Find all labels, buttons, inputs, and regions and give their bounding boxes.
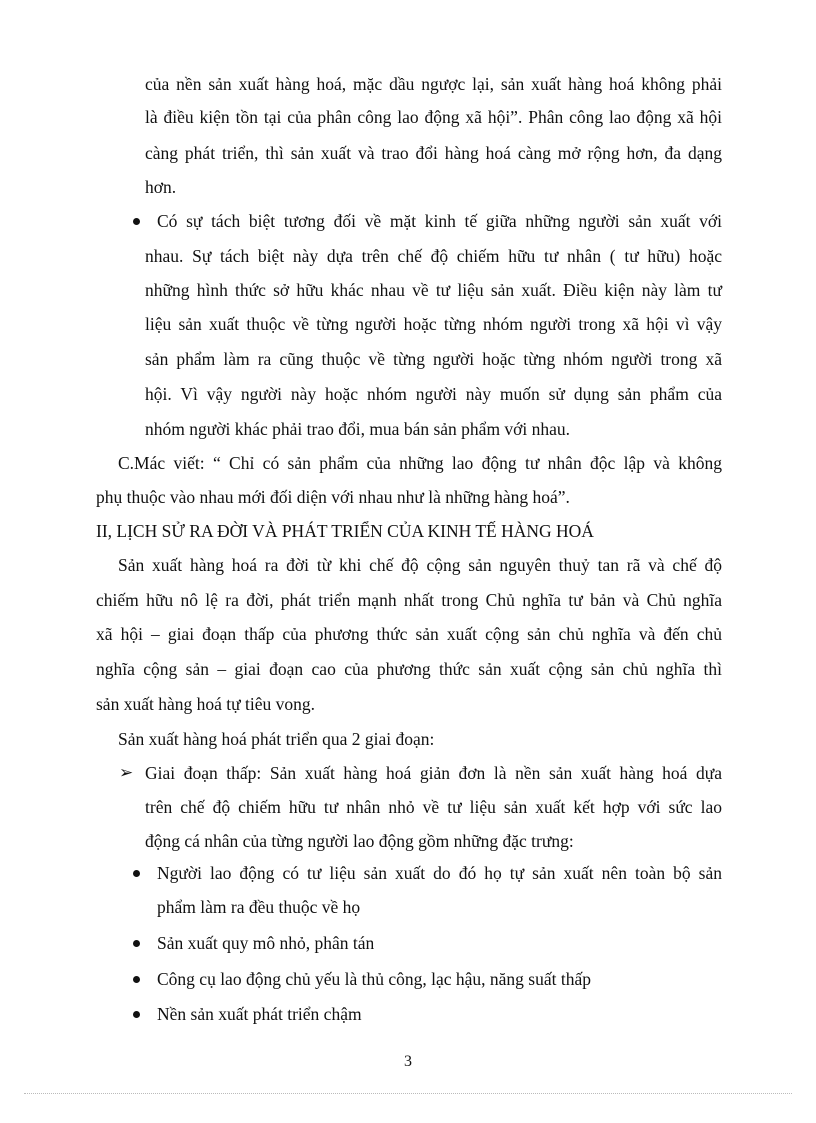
arrow-item-line: động cá nhân của từng người lao động gồm những đặc trưng: (145, 831, 574, 851)
bullet-line: sản phẩm làm ra cũng thuộc về từng người hoặc từng nhóm người trong xã (145, 349, 722, 369)
arrow-item-line: trên chế độ chiếm hữu tư nhân nhỏ về tư liệu sản xuất kết hợp với sức lao (145, 797, 722, 817)
bullet-line: nhau. Sự tách biệt này dựa trên chế độ chiếm hữu tư nhân ( tư hữu) hoặc (145, 246, 722, 266)
feature-line: Công cụ lao động chủ yếu là thủ công, lạc hậu, năng suất thấp (157, 969, 591, 989)
paragraph-line: chiếm hữu nô lệ ra đời, phát triển mạnh nhất trong Chủ nghĩa tư bản và Chủ nghĩa (96, 590, 722, 610)
section-heading: II, LỊCH SỬ RA ĐỜI VÀ PHÁT TRIỂN CỦA KINH TẾ HÀNG HOÁ (96, 521, 594, 541)
bullet-icon (133, 218, 140, 225)
bullet-icon (133, 976, 140, 983)
paragraph-line: sản xuất hàng hoá tự tiêu vong. (96, 694, 315, 714)
bullet-line: những hình thức sở hữu khác nhau về tư liệu sản xuất. Điều kiện này làm tư (145, 280, 722, 300)
bullet-line: Có sự tách biệt tương đối về mặt kinh tế giữa những người sản xuất với (157, 211, 722, 231)
paragraph-line: Sản xuất hàng hoá ra đời từ khi chế độ cộng sản nguyên thuỷ tan rã và chế độ (118, 555, 722, 575)
bullet-line: hội. Vì vậy người này hoặc nhóm người này muốn sử dụng sản phẩm của (145, 384, 722, 404)
paragraph-line: của nền sản xuất hàng hoá, mặc dầu ngược lại, sản xuất hàng hoá không phải (145, 74, 722, 94)
paragraph-line: càng phát triển, thì sản xuất và trao đổi hàng hoá càng mở rộng hơn, đa dạng (145, 143, 722, 163)
paragraph-line: nghĩa cộng sản – giai đoạn cao của phương thức sản xuất cộng sản chủ nghĩa thì (96, 659, 722, 679)
page-bottom-rule (24, 1093, 792, 1094)
paragraph-line: hơn. (145, 177, 177, 197)
feature-line: phẩm làm ra đều thuộc về họ (157, 897, 361, 917)
bullet-icon (133, 1011, 140, 1018)
paragraph-line: là điều kiện tồn tại của phân công lao động xã hội”. Phân công lao động xã hội (145, 107, 722, 127)
bullet-line: liệu sản xuất thuộc về từng người hoặc từng nhóm người trong xã hội vì vậy (145, 314, 722, 334)
bullet-icon (133, 940, 140, 947)
arrow-item-line: Giai đoạn thấp: Sản xuất hàng hoá giản đơn là nền sản xuất hàng hoá dựa (145, 763, 722, 783)
feature-line: Nền sản xuất phát triển chậm (157, 1004, 362, 1024)
quote-line: C.Mác viết: “ Chỉ có sản phẩm của những lao động tư nhân độc lập và không (118, 453, 722, 473)
feature-line: Sản xuất quy mô nhỏ, phân tán (157, 933, 375, 953)
quote-line: phụ thuộc vào nhau mới đối diện với nhau như là những hàng hoá”. (96, 487, 570, 507)
page-number: 3 (404, 1053, 412, 1070)
paragraph-line: xã hội – giai đoạn thấp của phương thức sản xuất cộng sản chủ nghĩa và đến chủ (96, 624, 722, 644)
bullet-line: nhóm người khác phải trao đổi, mua bán sản phẩm với nhau. (145, 419, 571, 439)
paragraph-line: Sản xuất hàng hoá phát triển qua 2 giai đoạn: (118, 729, 435, 749)
feature-line: Người lao động có tư liệu sản xuất do đó họ tự sản xuất nên toàn bộ sản (157, 863, 722, 883)
bullet-icon (133, 870, 140, 877)
arrow-bullet-icon: ➢ (119, 763, 134, 782)
